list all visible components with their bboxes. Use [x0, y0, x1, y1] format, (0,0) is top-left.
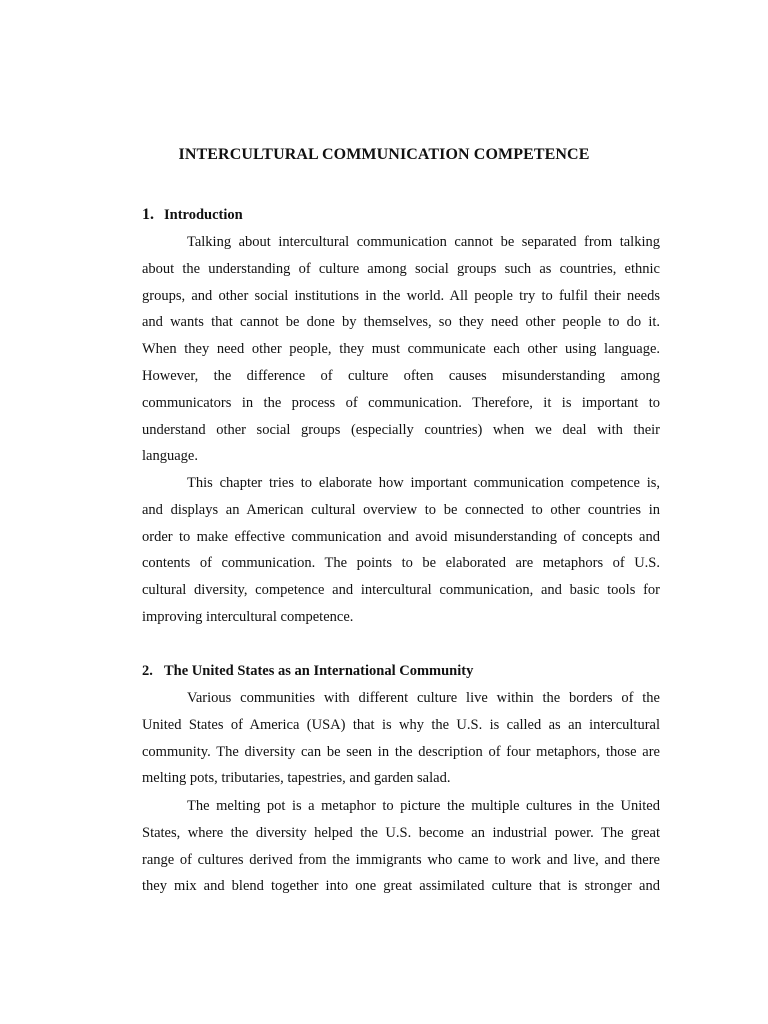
section-number: 1. [142, 206, 154, 223]
text-line: States, where the diversity helped the U.S. become an industrial power. The great [142, 824, 660, 841]
text-line: and wants that cannot be done by themselves, so they need other people to do it. [142, 314, 660, 331]
text-line: improving intercultural competence. [142, 608, 354, 625]
section-heading-united-states [142, 663, 473, 680]
section-number: 2. [142, 663, 153, 679]
text-line: about the understanding of culture among social groups such as countries, ethnic [142, 260, 660, 277]
text-line: contents of communication. The points to be elaborated are metaphors of U.S. [142, 555, 660, 572]
paragraph [142, 229, 660, 470]
text-line: When they need other people, they must communicate each other using language. [142, 341, 660, 358]
paragraph [142, 793, 660, 900]
section-heading-introduction [142, 206, 243, 224]
text-line: Various communities with different culture live within the borders of the [187, 690, 660, 706]
text-line: community. The diversity can be seen in the description of four metaphors, those are [142, 743, 660, 760]
section-title: The United States as an International Community [164, 663, 474, 679]
text-line: United States of America (USA) that is why the U.S. is called as an intercultural [142, 716, 660, 733]
document-title: INTERCULTURAL COMMUNICATION COMPETENCE [178, 146, 590, 163]
text-line: Talking about intercultural communication cannot be separated from talking [187, 234, 660, 250]
text-line: The melting pot is a metaphor to picture the multiple cultures in the United [187, 798, 660, 814]
text-line: order to make effective communication and avoid misunderstanding of concepts and [142, 528, 660, 545]
text-line: understand other social groups (especially countries) when we deal with their [142, 421, 660, 438]
text-line: language. [142, 448, 198, 465]
text-line: melting pots, tributaries, tapestries, and garden salad. [142, 770, 451, 787]
text-line: and displays an American cultural overview to be connected to other countries in [142, 501, 660, 518]
text-line: cultural diversity, competence and intercultural communication, and basic tools for [142, 582, 660, 599]
text-line: they mix and blend together into one great assimilated culture that is stronger and [142, 878, 660, 895]
paragraph [142, 470, 660, 631]
text-line: groups, and other social institutions in the world. All people try to fulfil their needs [142, 287, 660, 304]
paragraph [142, 685, 660, 792]
text-line: This chapter tries to elaborate how important communication competence is, [187, 475, 660, 491]
text-line: communicators in the process of communication. Therefore, it is important to [142, 394, 660, 411]
text-line: However, the difference of culture often causes misunderstanding among [142, 367, 660, 384]
text-line: range of cultures derived from the immigrants who came to work and live, and there [142, 851, 660, 868]
section-title: Introduction [164, 207, 243, 223]
